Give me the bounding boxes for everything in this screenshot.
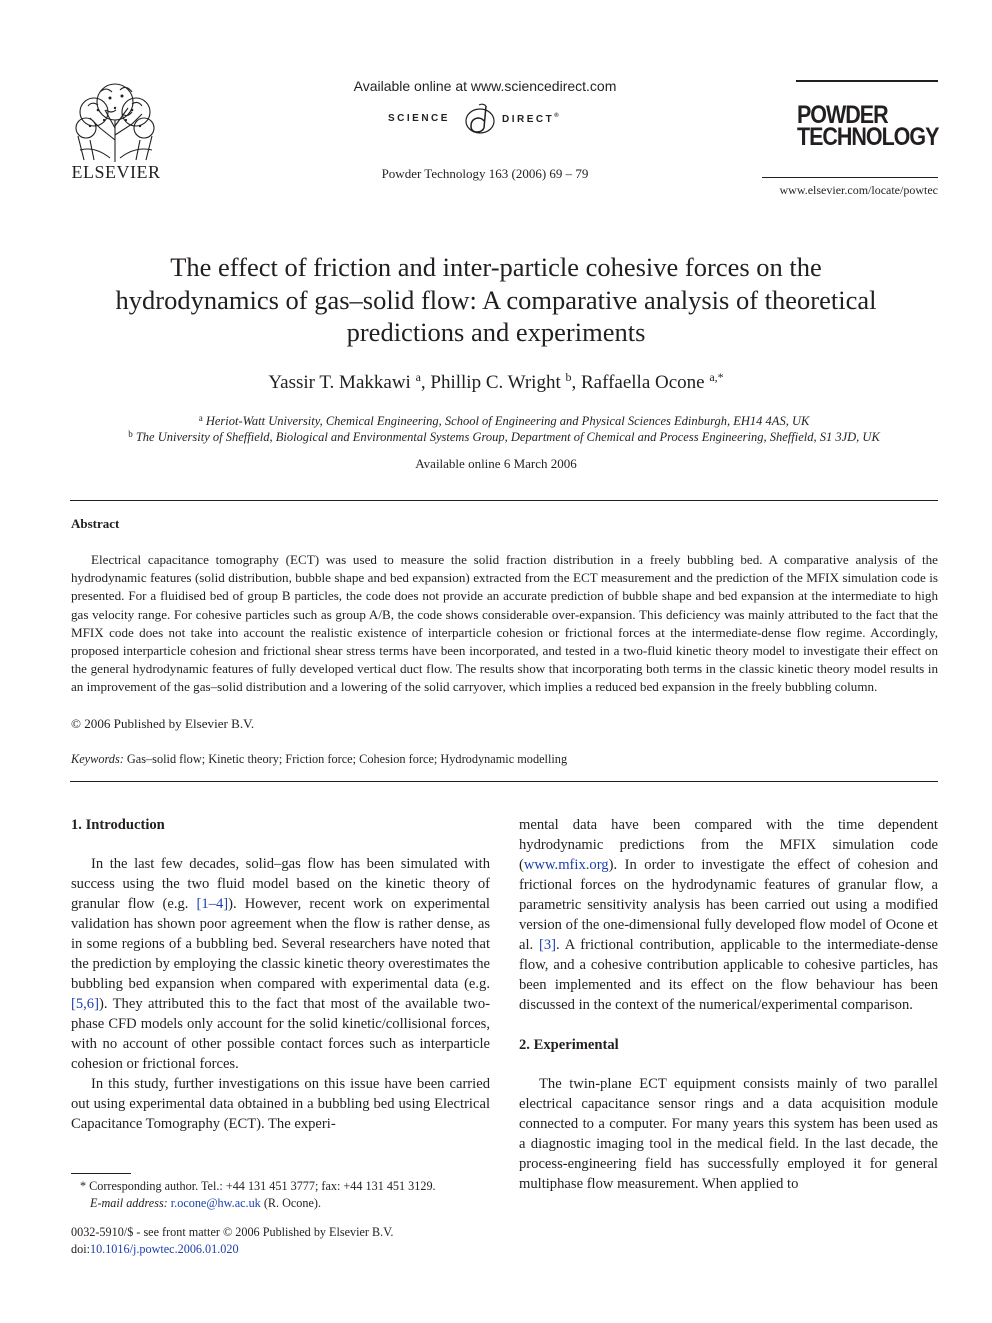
footnote-doi: doi:10.1016/j.powtec.2006.01.020: [71, 1242, 239, 1256]
available-online-notice[interactable]: Available online at www.sciencedirect.com: [353, 78, 617, 94]
affiliation: [70, 429, 938, 445]
affiliation-mark: a: [198, 413, 203, 423]
keywords: [71, 752, 938, 767]
sciencedirect-logo: [320, 102, 650, 136]
reference-link[interactable]: [3]: [539, 937, 557, 953]
affiliation-mark: b: [128, 429, 133, 439]
paragraph: The twin-plane ECT equipment consists mainly of two parallel electrical capacitance sensor rings and a data acquisition module connected to a computer. For many years this system has been used as a diagnostic imaging tool in the medical field. In the last decade, the process-engineering field has successfully employed it for general multiphase flow measurement. When applied to: [519, 1076, 938, 1192]
author-name: Yassir T. Makkawi: [268, 372, 411, 393]
available-online-date: Available online 6 March 2006: [415, 456, 577, 471]
author-name: Raffaella Ocone: [580, 372, 705, 393]
affiliation-text: Heriot-Watt University, Chemical Engineering, School of Engineering and Physical Sciences Edinburgh, EH14 4AS, UK: [205, 414, 810, 428]
journal-name-line1: POWDER: [797, 101, 888, 129]
elsevier-tree-logo: [70, 80, 160, 164]
section-heading: 1. Introduction: [71, 817, 165, 833]
article-title: The effect of friction and inter-particle cohesive forces on the hydrodynamics of gas–solid flow: A comparative analysis of theoretical predictions and experiments: [115, 252, 877, 347]
journal-url[interactable]: www.elsevier.com/locate/powtec: [779, 183, 938, 197]
corresponding-author-note: * Corresponding author. Tel.: +44 131 451 3777; fax: +44 131 451 3129.: [80, 1179, 436, 1193]
section-heading: 2. Experimental: [519, 1037, 619, 1053]
keywords-label: Keywords:: [71, 752, 124, 766]
right-column: [519, 815, 938, 1194]
paragraph: In this study, further investigations on this issue have been carried out using experimental data obtained in a bubbling bed using Electrical Capacitance Tomography (ECT). The experi-: [71, 1076, 490, 1132]
doi-link[interactable]: 10.1016/j.powtec.2006.01.020: [89, 1242, 239, 1256]
journal-top-rule: [796, 80, 938, 82]
email-link[interactable]: r.ocone@hw.ac.uk: [170, 1196, 261, 1210]
sciencedirect-left-word: SCIENCE: [388, 113, 450, 124]
author-name: Phillip C. Wright: [430, 372, 561, 393]
publisher-name: ELSEVIER: [71, 162, 161, 182]
website-link[interactable]: www.mfix.org: [523, 857, 609, 873]
sciencedirect-d-logo: [464, 102, 496, 136]
abstract-heading: Abstract: [71, 516, 120, 531]
journal-name: [797, 101, 939, 151]
affiliation: [70, 413, 938, 429]
journal-name-line2: TECHNOLOGY: [797, 123, 939, 151]
keywords-list: Gas–solid flow; Kinetic theory; Friction force; Cohesion force; Hydrodynamic modelling: [126, 752, 568, 766]
author-separator: ,: [420, 372, 431, 393]
author-affiliation-mark: a: [415, 370, 421, 384]
footnote-issn: 0032-5910/$ - see front matter © 2006 Published by Elsevier B.V.: [71, 1225, 394, 1239]
author-list: [100, 370, 892, 394]
abstract-body: Electrical capacitance tomography (ECT) was used to measure the solid fraction distribution in a freely bubbling bed. A comparative analysis of the hydrodynamic features (solid distribution, bubble shape and bed expansion) extracted from the ECT measurement and the prediction of the MFIX simulation code is presented. For a fluidised bed of group B particles, the code does not provide an accurate prediction of bubble shape and bed expansion at the intermediate to high gas velocity range. For cohesive particles such as group A/B, the code shows considerable over-expansion. This deficiency was mainly attributed to the fact that the MFIX code does not take into account the realistic existence of interparticle cohesion or frictional forces at the intermediate-dense flow regime. Accordingly, proposed interparticle cohesion and frictional shear stress terms have been incorporated, and tested in a two-fluid kinetic theory model to investigate their effect on the general hydrodynamic features of fully developed vertical duct flow. The results show that incorporating both terms in the classic kinetic theory model results in an improvement of the gas–solid distribution and a lowering of the solid carryover, which implies a reduced bed expansion in the freely bubbling column.: [71, 552, 938, 695]
sciencedirect-right-word: DIRECT®: [502, 113, 559, 125]
footnote-corresponding: [71, 1178, 490, 1212]
author-separator: ,: [571, 372, 581, 393]
reference-link[interactable]: [5,6]: [71, 996, 99, 1012]
email-label: E-mail address:: [90, 1196, 168, 1210]
paragraph: In the last few decades, solid–gas flow has been simulated with success using the two fluid model based on the kinetic theory of granular flow (e.g. [1–4]). However, recent work on experimental validation has shown poor agreement when the flow is rather dense, as in some regions of a bubbling bed. Several researchers have noted that the prediction by employing the classic kinetic theory overestimates the bubbling bed expansion when compared with experimental data (e.g. [5,6]). They attributed this to the fact that most of the available two-phase CFD models only account for the solid kinetic/collisional forces, with no account of other possible contact forces such as interparticle cohesion or frictional forces.: [71, 856, 490, 1072]
footnote-rule: [71, 1173, 131, 1174]
divider: [70, 500, 938, 501]
email-note: E-mail address: r.ocone@hw.ac.uk (R. Ocone).: [90, 1196, 322, 1210]
journal-bottom-rule: [762, 177, 938, 178]
registered-mark: ®: [554, 113, 559, 119]
paragraph: mental data have been compared with the time dependent hydrodynamic predictions from the MFIX simulation code (www.mfix.org). In order to investigate the effect of cohesion and frictional forces on the hydrodynamic features of granular flow, a parametric sensitivity analysis has been carried out using a modified version of the one-dimensional fully developed flow model of Ocone et al. [3]. A frictional contribution, applicable to the intermediate-dense flow, and a cohesive contribution applicable to cohesive particles, has been implemented and its effect on the flow behaviour has been discussed in the context of the numerical/experimental comparison.: [519, 817, 938, 1013]
author-affiliation-mark: a,*: [709, 370, 724, 384]
divider: [70, 781, 938, 782]
left-column: [71, 815, 490, 1134]
reference-link[interactable]: [1–4]: [196, 896, 229, 912]
affiliation-text: The University of Sheffield, Biological and Environmental Systems Group, Department of Chemical and Process Engineering, Sheffield, S1 3JD, UK: [135, 430, 880, 444]
author-affiliation-mark: b: [565, 370, 572, 384]
abstract-copyright: © 2006 Published by Elsevier B.V.: [71, 716, 255, 731]
journal-citation: Powder Technology 163 (2006) 69 – 79: [381, 166, 589, 181]
